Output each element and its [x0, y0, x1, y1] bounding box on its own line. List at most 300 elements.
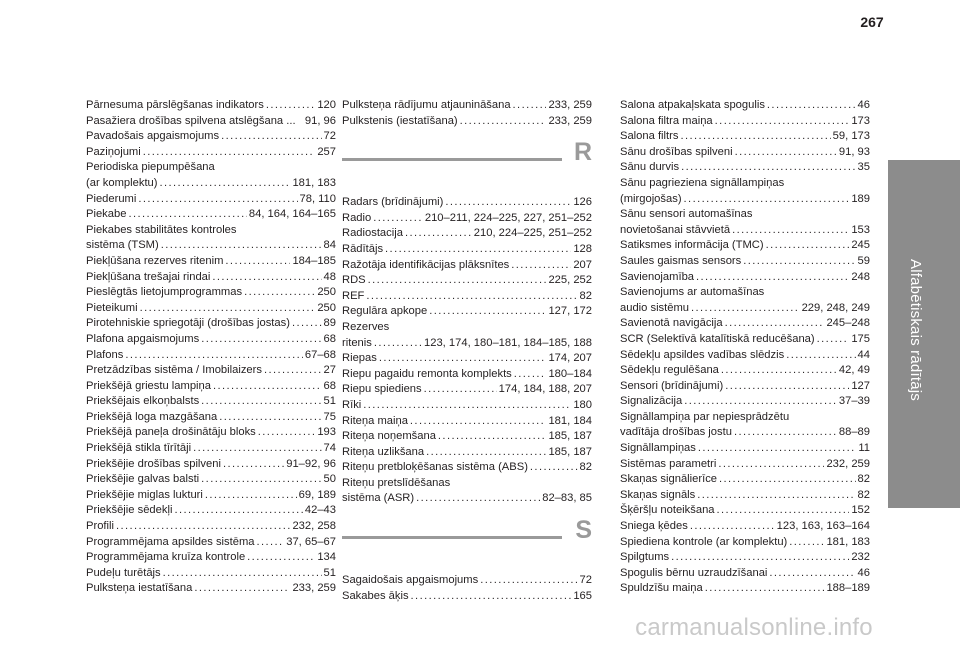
dot-leader: [715, 114, 850, 130]
index-term: Priekšējā paneļa drošinātāju bloks: [86, 426, 256, 439]
index-entry: [342, 351, 592, 367]
index-term: Sānu sensori automašīnas: [620, 208, 753, 221]
index-term: Priekšējie sēdekļi: [86, 504, 173, 517]
index-term: Riepu spiediens: [342, 383, 422, 396]
index-term: Paziņojumi: [86, 145, 141, 158]
dot-leader: [247, 550, 315, 566]
page-reference[interactable]: 233, 259: [292, 582, 336, 595]
page-reference[interactable]: 174, 207: [548, 352, 592, 365]
index-term: Rādītājs: [342, 242, 384, 255]
page-reference[interactable]: 250: [317, 301, 336, 314]
index-term: Pulksteņa iestatīšana: [86, 582, 193, 595]
index-term: (mirgojošas): [620, 192, 682, 205]
index-entry-line: [86, 332, 336, 348]
index-entry-line: [620, 98, 870, 114]
index-entry: [342, 98, 592, 114]
index-entry-line: [342, 398, 592, 414]
page-reference[interactable]: 44: [857, 348, 870, 361]
dot-leader: [205, 488, 297, 504]
index-entry: [620, 207, 870, 238]
dot-leader: [374, 336, 422, 352]
page-reference[interactable]: 51: [323, 566, 336, 579]
page-reference[interactable]: 84: [323, 239, 336, 252]
index-term: Sagaidošais apgaismojums: [342, 574, 479, 587]
section-divider: [342, 158, 562, 161]
dot-leader: [769, 566, 855, 582]
index-term: Pirotehniskie spriegotāji (drošības jostas): [86, 317, 290, 330]
index-entry-line: [86, 394, 336, 410]
dot-leader: [128, 207, 246, 223]
dot-leader: [681, 160, 855, 176]
index-term: Salona atpakaļskata spogulis: [620, 99, 765, 111]
page-reference[interactable]: 153: [851, 223, 870, 236]
page-reference[interactable]: 89: [323, 317, 336, 330]
dot-leader: [438, 429, 547, 445]
page-reference[interactable]: 59: [857, 254, 870, 267]
page-reference[interactable]: 68: [323, 332, 336, 345]
index-term: Priekšējā stikla tīrītāji: [86, 442, 192, 455]
page-reference[interactable]: 229, 248, 249: [801, 301, 870, 314]
page-reference[interactable]: 152: [851, 504, 870, 517]
index-term: SCR (Selektīvā katalītiskā reducēšana): [620, 332, 815, 345]
index-term: REF: [342, 289, 365, 302]
page-reference[interactable]: 11: [858, 442, 870, 455]
index-entry: [620, 238, 870, 254]
index-entry-line: [86, 535, 336, 551]
index-entry-line: [86, 410, 336, 426]
dot-leader: [426, 445, 546, 461]
index-entry-line: [342, 445, 592, 461]
index-term: Saules gaismas sensors: [620, 254, 742, 267]
page-reference[interactable]: 126: [573, 196, 592, 209]
dot-leader: [817, 332, 850, 348]
page-reference[interactable]: 207: [573, 258, 592, 271]
index-entry: [342, 414, 592, 430]
page-reference[interactable]: 84, 164, 164–165: [248, 208, 336, 221]
dot-leader: [705, 581, 825, 597]
index-entry: [620, 394, 870, 410]
page-reference[interactable]: 127: [851, 379, 870, 392]
index-entry-line: [86, 441, 336, 457]
page-reference[interactable]: 175: [851, 332, 870, 345]
index-entry: [342, 226, 592, 242]
index-term: Riepas: [342, 352, 377, 365]
index-entry: [86, 316, 336, 332]
dot-leader: [460, 114, 547, 130]
dot-leader: [411, 589, 572, 605]
index-term: Pasažiera drošības spilvena atslēgšana ...: [86, 114, 296, 127]
index-entry: [86, 129, 336, 145]
dot-leader: [125, 348, 303, 364]
dot-leader: [213, 379, 322, 395]
page-reference[interactable]: 37, 65–67: [286, 535, 336, 548]
page-reference[interactable]: 91, 93: [838, 145, 870, 158]
page-reference[interactable]: 180: [573, 398, 592, 411]
dot-leader: [690, 519, 775, 535]
page-reference[interactable]: 250: [317, 286, 336, 299]
index-entry-line: [86, 519, 336, 535]
dot-leader: [445, 195, 571, 211]
index-entry-line: [620, 160, 870, 176]
index-term: Pretzādzības sistēma / Imobilaizers: [86, 364, 262, 377]
index-term: Salona filtra maiņa: [620, 114, 713, 127]
index-entry-line: [342, 320, 592, 336]
dot-leader: [138, 192, 297, 208]
index-entry: [620, 566, 870, 582]
index-entry-line: [620, 176, 870, 192]
index-term: Signāllampiņas: [620, 442, 696, 455]
dot-leader: [684, 394, 837, 410]
index-entry: [86, 488, 336, 504]
index-term: Riteņa uzlikšana: [342, 445, 425, 458]
dot-leader: [734, 425, 837, 441]
index-entry-line: [620, 425, 870, 441]
index-entry: [342, 445, 592, 461]
page-reference[interactable]: 82: [857, 488, 870, 501]
index-term: Sistēmas parametri: [620, 457, 717, 470]
page-reference[interactable]: 72: [323, 130, 336, 143]
index-term: Signāllampiņa par nepiesprādzētu: [620, 410, 790, 423]
page-reference[interactable]: 193: [317, 426, 336, 439]
index-entry-line: [86, 114, 336, 130]
index-entry-line: [620, 348, 870, 364]
index-entry: [86, 160, 336, 191]
index-term: Spogulis bērnu uzraudzīšanai: [620, 566, 768, 579]
page-reference[interactable]: 75: [323, 410, 336, 423]
index-entry: [342, 476, 592, 507]
page-reference[interactable]: 27: [323, 364, 336, 377]
index-entry: [620, 270, 870, 286]
index-entry: [86, 441, 336, 457]
index-entry-line: [86, 457, 336, 473]
index-entry: [86, 379, 336, 395]
index-entry-line: [620, 145, 870, 161]
index-term: Riteņa noņemšana: [342, 430, 436, 443]
page-reference[interactable]: 82: [579, 461, 592, 474]
index-term: Sānu drošības spilveni: [620, 145, 733, 158]
dot-leader: [116, 519, 290, 535]
index-entry: [620, 457, 870, 473]
index-entry: [620, 379, 870, 395]
index-entry-line: [620, 332, 870, 348]
page-reference[interactable]: 127, 172: [548, 305, 592, 318]
index-entry: [86, 581, 336, 597]
index-entry-line: [86, 348, 336, 364]
index-term: Pudeļu turētājs: [86, 566, 161, 579]
index-entry: [342, 114, 592, 130]
dot-leader: [373, 211, 423, 227]
index-entry-line: [620, 379, 870, 395]
index-entry: [86, 223, 336, 254]
page-reference[interactable]: 245–248: [826, 317, 870, 330]
dot-leader: [244, 285, 315, 301]
index-entry: [620, 503, 870, 519]
page-reference[interactable]: 82–83, 85: [542, 492, 592, 505]
page-reference[interactable]: 165: [573, 589, 592, 602]
page-reference[interactable]: 185, 187: [548, 430, 592, 443]
page-reference[interactable]: 210, 224–225, 251–252: [473, 227, 592, 240]
dot-leader: [219, 410, 321, 426]
index-entry: [620, 316, 870, 332]
dot-leader: [735, 145, 837, 161]
page-reference[interactable]: 42, 49: [838, 364, 870, 377]
index-entry-line: [342, 367, 592, 383]
page-reference[interactable]: 248: [851, 270, 870, 283]
index-entry: [86, 550, 336, 566]
page-reference[interactable]: 82: [579, 289, 592, 302]
page-reference[interactable]: 91, 96: [304, 114, 336, 127]
index-term: Regulāra apkope: [342, 305, 428, 318]
section-divider: [342, 536, 562, 539]
index-term: Signalizācija: [620, 395, 683, 408]
index-term: Rezerves: [342, 320, 390, 333]
index-entry-line: [86, 176, 336, 192]
page-reference[interactable]: 67–68: [304, 348, 336, 361]
index-entry: [342, 573, 592, 589]
index-entry-line: [86, 160, 336, 176]
dot-leader: [680, 129, 830, 145]
index-entry: [620, 441, 870, 457]
watermark: carmanualsonline.info: [635, 614, 873, 641]
dot-leader: [766, 238, 850, 254]
dot-leader: [379, 351, 547, 367]
index-entry-line: [620, 503, 870, 519]
dot-leader: [140, 301, 316, 317]
index-term: novietošanai stāvvietā: [620, 223, 731, 236]
dot-leader: [194, 581, 290, 597]
index-entry-line: [86, 566, 336, 582]
page-reference[interactable]: 48: [323, 270, 336, 283]
index-entry: [86, 114, 336, 130]
index-term: Priekšējie drošības spilveni: [86, 457, 221, 470]
index-entry-line: [342, 242, 592, 258]
page-reference[interactable]: 88–89: [838, 426, 870, 439]
page-reference[interactable]: 181, 183: [292, 176, 336, 189]
index-entry-line: [342, 226, 592, 242]
index-entry: [620, 363, 870, 379]
index-entry: [620, 550, 870, 566]
page-reference[interactable]: 188–189: [826, 582, 870, 595]
page-reference[interactable]: 173: [851, 114, 870, 127]
page-reference[interactable]: 232: [851, 551, 870, 564]
index-entry: [620, 145, 870, 161]
index-entry: [86, 301, 336, 317]
page-reference[interactable]: 245: [851, 239, 870, 252]
index-term: ritenis: [342, 336, 372, 349]
index-entry: [342, 289, 592, 305]
page-reference[interactable]: 257: [317, 145, 336, 158]
index-entry-line: [342, 429, 592, 445]
page-reference[interactable]: 210–211, 224–225, 227, 251–252: [424, 211, 592, 224]
page-reference[interactable]: 51: [323, 395, 336, 408]
index-term: Programmējama kruīza kontrole: [86, 551, 246, 564]
index-term: Priekšējā griestu lampiņa: [86, 379, 211, 392]
page-reference[interactable]: 134: [317, 551, 336, 564]
page-reference[interactable]: 189: [851, 192, 870, 205]
index-term: Piekabes stabilitātes kontroles: [86, 223, 237, 236]
page-reference[interactable]: 123, 163, 163–164: [776, 520, 870, 533]
index-term: Pieslēgtās lietojumprogrammas: [86, 286, 243, 299]
page-reference[interactable]: 74: [323, 442, 336, 455]
page-reference[interactable]: 174, 184, 188, 207: [498, 383, 592, 396]
index-term: Savienojamība: [620, 270, 695, 283]
index-entry-line: [620, 192, 870, 208]
dot-leader: [264, 363, 322, 379]
index-entry-line: [342, 589, 592, 605]
index-entry: [86, 98, 336, 114]
index-entry: [342, 211, 592, 227]
index-entry: [86, 410, 336, 426]
index-entry-line: [86, 581, 336, 597]
dot-leader: [160, 176, 291, 192]
index-term: Ražotāja identifikācijas plāksnītes: [342, 258, 510, 271]
page-reference[interactable]: 68: [323, 379, 336, 392]
index-term: Piekļūšana rezerves ritenim: [86, 254, 224, 267]
page-reference[interactable]: 35: [857, 161, 870, 174]
index-entry: [86, 457, 336, 473]
dot-leader: [725, 379, 849, 395]
index-entry: [620, 176, 870, 207]
index-entry-line: [620, 316, 870, 332]
index-term: (ar komplektu): [86, 176, 158, 189]
letter-section-header: [342, 133, 592, 193]
dot-leader: [223, 457, 284, 473]
dot-leader: [405, 226, 472, 242]
index-term: Riteņa maiņa: [342, 414, 408, 427]
dot-leader: [743, 254, 855, 270]
index-entry: [86, 535, 336, 551]
index-entry-line: [620, 535, 870, 551]
page-reference[interactable]: 128: [573, 242, 592, 255]
index-entry: [86, 348, 336, 364]
index-term: Spilgtums: [620, 551, 670, 564]
index-term: Periodiska piepumpēšana: [86, 161, 215, 174]
index-entry: [620, 332, 870, 348]
dot-leader: [368, 273, 547, 289]
index-term: Satiksmes informācija (TMC): [620, 239, 764, 252]
index-term: Programmējama apsildes sistēma: [86, 535, 255, 548]
index-term: Sēdekļu regulēšana: [620, 364, 719, 377]
index-entry-line: [620, 550, 870, 566]
dot-leader: [225, 254, 290, 270]
index-entry: [86, 472, 336, 488]
index-entry-line: [620, 285, 870, 301]
index-term: Radiostacija: [342, 227, 403, 240]
dot-leader: [161, 238, 322, 254]
index-term: Sensori (brīdinājumi): [620, 379, 724, 392]
page-reference[interactable]: 59, 173: [832, 130, 870, 143]
index-term: Salona filtrs: [620, 130, 679, 143]
page-reference[interactable]: 78, 110: [299, 192, 336, 205]
page-reference[interactable]: 82: [857, 473, 870, 486]
index-entry-line: [620, 410, 870, 426]
index-entry: [620, 348, 870, 364]
page-reference[interactable]: 184–185: [292, 254, 336, 267]
index-term: Piekļūšana trešajai rindai: [86, 270, 211, 283]
page-reference[interactable]: 120: [317, 99, 336, 111]
index-entry-line: [86, 207, 336, 223]
page-reference[interactable]: 46: [857, 566, 870, 579]
dot-leader: [363, 398, 571, 414]
index-entry: [86, 270, 336, 286]
dot-leader: [718, 457, 824, 473]
index-term: Riteņu pretbloķēšanas sistēma (ABS): [342, 461, 528, 474]
index-term: RDS: [342, 274, 366, 287]
page-reference[interactable]: 180–184: [548, 367, 592, 380]
index-entry-line: [342, 476, 592, 492]
index-entry-line: [620, 223, 870, 239]
dot-leader: [513, 98, 547, 114]
page-reference[interactable]: 232, 258: [292, 520, 336, 533]
page-reference[interactable]: 42–43: [304, 504, 336, 517]
page-reference[interactable]: 37–39: [838, 395, 870, 408]
index-entry: [86, 425, 336, 441]
page-reference[interactable]: 233, 259: [548, 99, 592, 111]
index-term: Radars (brīdinājumi): [342, 196, 444, 209]
index-entry: [620, 98, 870, 114]
index-entry-line: [86, 285, 336, 301]
index-entry-line: [86, 363, 336, 379]
index-term: Piekabe: [86, 208, 127, 221]
page-reference[interactable]: 72: [579, 574, 592, 587]
index-term: Radio: [342, 211, 372, 224]
page-reference[interactable]: 123, 174, 180–181, 184–185, 188: [424, 336, 592, 349]
dot-leader: [410, 414, 547, 430]
index-term: Priekšējā loga mazgāšana: [86, 410, 218, 423]
index-term: Šķēršļu noteikšana: [620, 504, 715, 517]
dot-leader: [789, 535, 824, 551]
page-reference[interactable]: 185, 187: [548, 445, 592, 458]
letter-section-header: [342, 511, 592, 571]
page-reference[interactable]: 181, 184: [548, 414, 592, 427]
index-entry-line: [86, 192, 336, 208]
index-entry: [86, 285, 336, 301]
index-entry: [86, 394, 336, 410]
index-entry-line: [86, 472, 336, 488]
index-entry: [342, 273, 592, 289]
index-term: sistēma (TSM): [86, 239, 159, 252]
page-reference[interactable]: 233, 259: [548, 114, 592, 127]
page-reference[interactable]: 50: [323, 473, 336, 486]
dot-leader: [201, 394, 321, 410]
dot-leader: [514, 367, 547, 383]
index-entry-line: [86, 550, 336, 566]
dot-leader: [193, 441, 321, 457]
index-entry: [86, 254, 336, 270]
page-reference[interactable]: 46: [857, 99, 870, 111]
side-tab-title: Alfabētiskais rādītājs: [907, 259, 924, 401]
index-entry-line: [86, 488, 336, 504]
page-reference[interactable]: 181, 183: [826, 535, 870, 548]
index-entry-line: [342, 460, 592, 476]
index-entry: [620, 488, 870, 504]
page-reference[interactable]: 91–92, 96: [286, 457, 336, 470]
dot-leader: [732, 223, 849, 239]
dot-leader: [684, 192, 850, 208]
page-reference[interactable]: 225, 252: [548, 274, 592, 287]
index-term: Sakabes āķis: [342, 589, 409, 602]
index-column-2: [342, 98, 592, 604]
page-reference[interactable]: 232, 259: [826, 457, 870, 470]
index-entry-line: [86, 129, 336, 145]
page-reference[interactable]: 69, 189: [298, 488, 336, 501]
index-term: Pulksteņa rādījumu atjaunināšana: [342, 99, 511, 111]
index-entry-line: [86, 503, 336, 519]
index-term: Spiediena kontrole (ar komplektu): [620, 535, 788, 548]
index-entry: [342, 382, 592, 398]
page-number: 267: [860, 14, 884, 30]
index-column-3: [620, 98, 870, 597]
